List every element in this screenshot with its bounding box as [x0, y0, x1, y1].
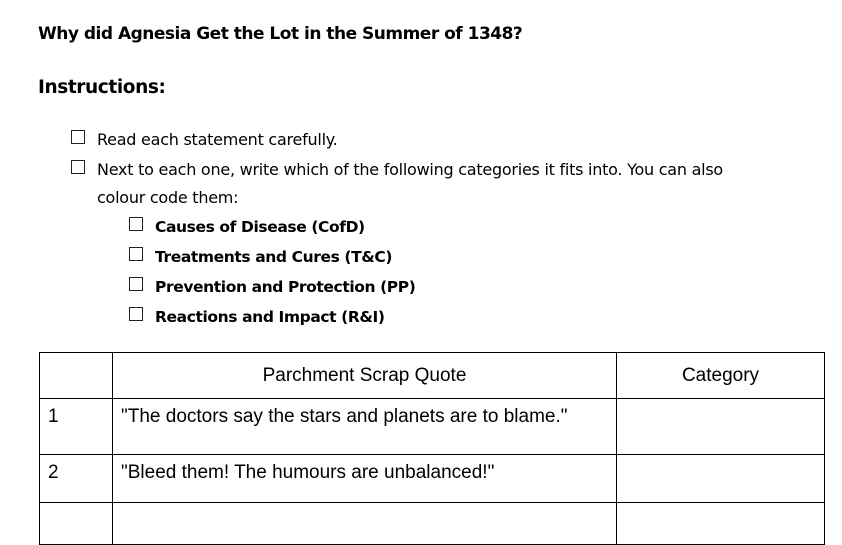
category-label: Prevention and Protection (PP)	[155, 278, 416, 296]
quote-cell	[113, 503, 617, 545]
instruction-text: Next to each one, write which of the following categories it fits into. You can also colour code them:	[97, 160, 723, 207]
category-cell[interactable]	[617, 399, 825, 455]
quote-cell: "The doctors say the stars and planets are to blame."	[113, 399, 617, 455]
table-row	[40, 399, 825, 455]
category-cell[interactable]	[617, 503, 825, 545]
table-header-row	[40, 353, 825, 399]
category-item	[129, 273, 415, 301]
category-label: Reactions and Impact (R&I)	[155, 308, 385, 326]
quotes-table	[39, 352, 825, 545]
checkbox[interactable]	[129, 307, 143, 321]
quote-cell: "Bleed them! The humours are unbalanced!"	[113, 455, 617, 503]
instructions-heading: Instructions:	[38, 77, 166, 98]
header-number	[40, 353, 113, 399]
table-row	[40, 503, 825, 545]
instruction-text: Read each statement carefully.	[97, 130, 338, 149]
header-category: Category	[617, 353, 825, 399]
checkbox[interactable]	[71, 130, 85, 144]
category-item	[129, 213, 365, 241]
instruction-item	[71, 126, 338, 154]
checkbox[interactable]	[129, 277, 143, 291]
checkbox[interactable]	[129, 247, 143, 261]
worksheet-title: Why did Agnesia Get the Lot in the Summer of 1348?	[38, 24, 523, 44]
header-quote: Parchment Scrap Quote	[113, 353, 617, 399]
table-row	[40, 455, 825, 503]
checkbox[interactable]	[71, 160, 85, 174]
category-cell[interactable]	[617, 455, 825, 503]
category-item	[129, 303, 385, 331]
row-number: 1	[40, 399, 113, 455]
category-item	[129, 243, 392, 271]
row-number: 2	[40, 455, 113, 503]
row-number	[40, 503, 113, 545]
checkbox[interactable]	[129, 217, 143, 231]
category-label: Treatments and Cures (T&C)	[155, 248, 393, 266]
instruction-item	[71, 156, 771, 212]
category-label: Causes of Disease (CofD)	[155, 218, 365, 236]
